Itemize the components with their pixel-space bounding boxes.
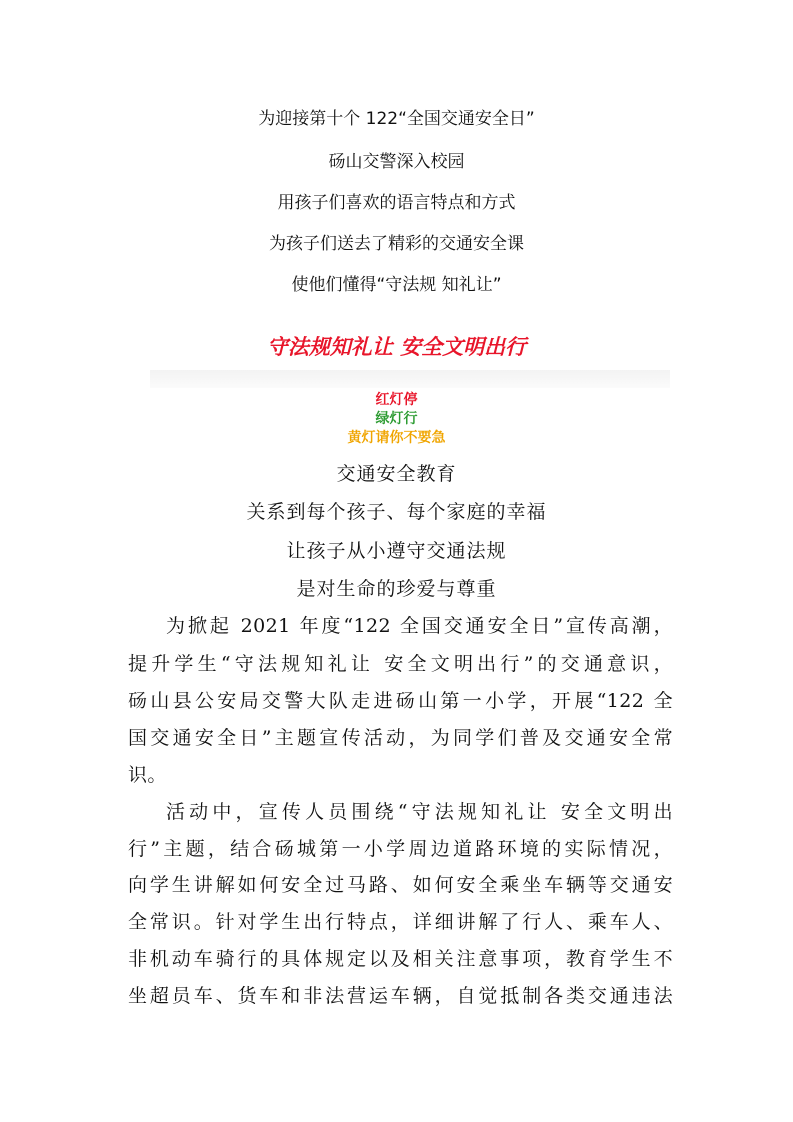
paragraph-1-line-5: 识。 bbox=[128, 764, 167, 786]
intro-line-5: 使他们懂得“守法规 知礼让” bbox=[291, 275, 502, 295]
center-line-3: 让孩子从小遵守交通法规 bbox=[286, 540, 507, 562]
intro-line-1: 为迎接第十个 122“全国交通安全日” bbox=[258, 109, 535, 129]
paragraph-2-line-5: 非机动车骑行的具体规定以及相关注意事项，教育学生不 bbox=[128, 948, 673, 970]
paragraph-1-line-3: 砀山县公安局交警大队走进砀山第一小学，开展“122 全 bbox=[128, 690, 673, 712]
intro-line-4: 为孩子们送去了精彩的交通安全课 bbox=[269, 234, 524, 254]
paragraph-2-line-2: 行”主题，结合砀城第一小学周边道路环境的实际情况， bbox=[128, 838, 673, 860]
intro-line-3: 用孩子们喜欢的语言特点和方式 bbox=[277, 193, 516, 213]
center-line-1: 交通安全教育 bbox=[336, 463, 457, 485]
paragraph-2-line-4: 全常识。针对学生出行特点，详细讲解了行人、乘车人、 bbox=[128, 911, 673, 933]
rhyme-red: 红灯停 bbox=[375, 392, 418, 408]
paragraph-1-line-1: 为掀起 2021 年度“122 全国交通安全日”宣传高潮， bbox=[166, 615, 673, 637]
paragraph-1-line-4: 国交通安全日”主题宣传活动，为同学们普及交通安全常 bbox=[128, 727, 673, 749]
rhyme-green: 绿灯行 bbox=[375, 411, 418, 427]
center-line-4: 是对生命的珍爱与尊重 bbox=[296, 578, 497, 600]
headline: 守法规知礼让 安全文明出行 bbox=[266, 335, 527, 359]
center-line-2: 关系到每个孩子、每个家庭的幸福 bbox=[246, 501, 547, 523]
paragraph-2-line-1: 活动中，宣传人员围绕“守法规知礼让 安全文明出 bbox=[166, 801, 673, 823]
intro-line-2: 砀山交警深入校园 bbox=[328, 152, 465, 172]
rhyme-yellow: 黄灯请你不要急 bbox=[347, 430, 446, 446]
paragraph-1-line-2: 提升学生“守法规知礼让 安全文明出行”的交通意识， bbox=[128, 653, 673, 675]
paragraph-2-line-6: 坐超员车、货车和非法营运车辆，自觉抵制各类交通违法 bbox=[128, 985, 673, 1007]
decorative-band bbox=[150, 370, 670, 388]
paragraph-2-line-3: 向学生讲解如何安全过马路、如何安全乘坐车辆等交通安 bbox=[128, 874, 673, 896]
